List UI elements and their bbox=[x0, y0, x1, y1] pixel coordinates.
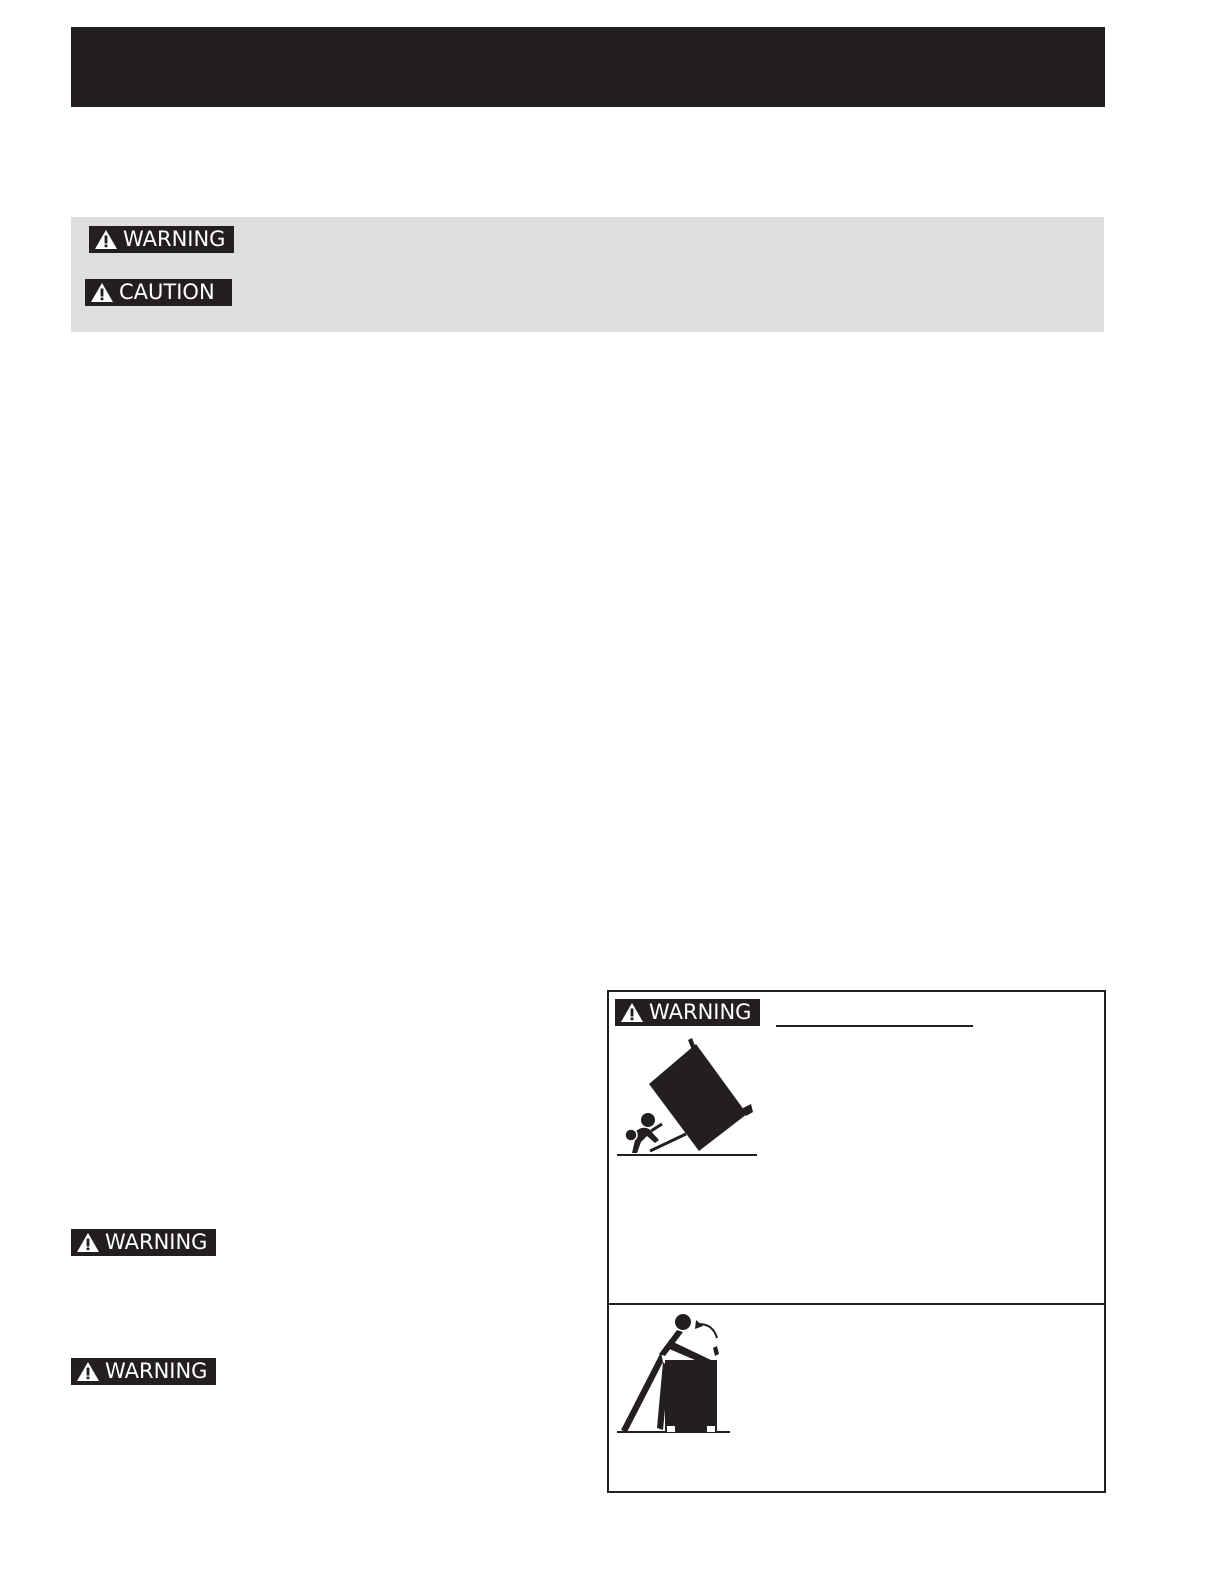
alert-triangle-icon bbox=[94, 229, 118, 250]
alert-triangle-icon bbox=[76, 1361, 100, 1382]
alert-triangle-icon bbox=[76, 1232, 100, 1253]
anti-tip-warning-box bbox=[607, 990, 1106, 1493]
warning-signal-word bbox=[71, 1358, 216, 1385]
caution-signal-word bbox=[85, 279, 232, 306]
warning-signal-word bbox=[89, 226, 234, 253]
heading-underline bbox=[776, 1025, 973, 1027]
section-divider bbox=[609, 1303, 1104, 1305]
caution-label: CAUTION bbox=[119, 280, 215, 304]
warning-label: WARNING bbox=[649, 1000, 752, 1024]
range-tip-over-child-icon bbox=[617, 1032, 759, 1160]
alert-triangle-icon bbox=[90, 282, 114, 303]
warning-signal-word bbox=[71, 1229, 216, 1256]
page-header-bar bbox=[71, 27, 1105, 107]
warning-signal-word bbox=[615, 999, 760, 1026]
anti-tip-bracket-check-icon bbox=[617, 1310, 732, 1435]
warning-label: WARNING bbox=[105, 1230, 208, 1254]
alert-triangle-icon bbox=[620, 1002, 644, 1023]
warning-label: WARNING bbox=[105, 1359, 208, 1383]
warning-label: WARNING bbox=[123, 227, 226, 251]
